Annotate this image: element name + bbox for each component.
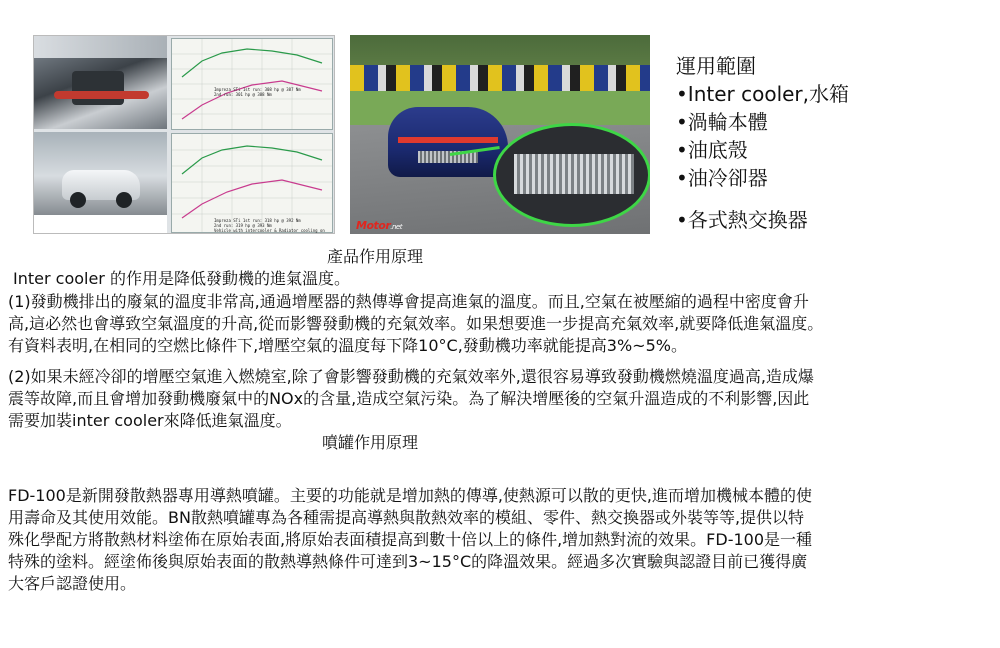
applications-title: 運用範圍 (676, 54, 756, 78)
dyno-collage-image (33, 35, 335, 234)
dyno-graph-bottom (171, 133, 333, 233)
paragraph-3: FD-100是新開發散熱器專用導熱噴罐。主要的功能就是增加熱的傳導,使熱源可以散的更快,進而增加機械本體的使 用壽命及其使用效能。BN散熱噴罐專為各種需提高導熱與散熱效率的模組、零件、熱交換器或外裝等等,提供以特 殊化學配方將散熱材料塗佈在原始表面,將原始表面積提高到數十倍以上的條件,增加熱對流的效果。FD-100是一種 特殊的塗料。經塗佈後與原始表面的散熱導熱條件可達到3~15°C的降溫效果。經過多次實驗與認證目前已獲得廣 大客戶認證使用。 (8, 486, 813, 593)
application-item: • 油冷卻器 (676, 164, 996, 192)
collage-caption (34, 215, 167, 233)
dyno-graph-top (171, 38, 333, 130)
race-car (388, 107, 508, 177)
application-item: • 渦輪本體 (676, 108, 996, 136)
paragraph-2: (2)如果未經冷卻的增壓空氣進入燃燒室,除了會影響發動機的充氣效率外,還很容易導致發動機燃燒溫度過高,造成爆 震等故障,而且會增加發動機廢氣中的NOx的含量,造成空氣污染。為了解決增壓後的空氣升溫造成的不利影響,因此 需要加裝inter cooler來降低進氣溫度。 (8, 367, 814, 430)
applications-list (676, 52, 996, 234)
graph-top-legend: Impreza STi 1st run: 308 hp @ 387 Nm 2nd run: 301 hp @ 388 Nm (214, 87, 301, 97)
application-item: • 油底殼 (676, 136, 996, 164)
product-principle-heading: 產品作用原理 (327, 247, 424, 266)
race-car-photo (350, 35, 650, 234)
spray-principle-heading: 噴罐作用原理 (322, 433, 419, 452)
application-item: • Inter cooler,水箱 (676, 80, 996, 108)
dyno-car-photo (34, 132, 167, 220)
motor-logo: Motor.net (356, 219, 402, 232)
intercooler-zoom-inset (493, 123, 650, 227)
engine-bay-photo (34, 36, 167, 129)
tire-barrier (350, 65, 650, 91)
paragraph-1: (1)發動機排出的廢氣的溫度非常高,通過增壓器的熱傳導會提高進氣的溫度。而且,空氣在被壓縮的過程中密度會升 高,這必然也會導致空氣溫度的升高,從而影響發動機的充氣效率。如果想要進一步提高充氣效率,就要降低進氣溫度。 有資料表明,在相同的空燃比條件下,增壓空氣的溫度每下降10°C,發動機功率就能提高3%~5%。 (8, 292, 824, 355)
application-item: • 各式熱交換器 (676, 206, 996, 234)
intro-text: Inter cooler 的作用是降低發動機的進氣溫度。 (13, 269, 350, 288)
graph-bottom-legend: Impreza STi 1st run: 318 hp @ 392 Nm 2nd run: 319 hp @ 393 Nm Vehicle with intercooler & Radiator cooling on (214, 218, 325, 233)
